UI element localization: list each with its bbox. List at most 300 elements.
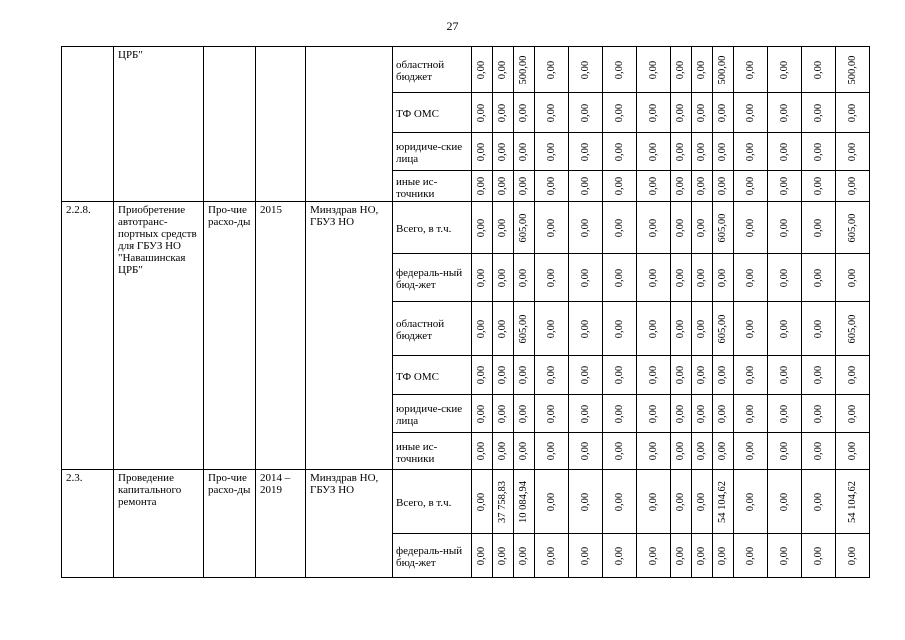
value-text: 0,00 bbox=[675, 60, 686, 79]
value-text: 0,00 bbox=[744, 60, 756, 79]
value-text: 500,00 bbox=[518, 55, 529, 84]
value-text: 0,00 bbox=[778, 441, 790, 461]
value-text: 605,00 bbox=[846, 213, 858, 242]
value-cell bbox=[734, 254, 768, 302]
value-cell bbox=[535, 133, 569, 171]
value-cell bbox=[768, 47, 802, 93]
value-text: 0,00 bbox=[647, 404, 659, 423]
value-text: 0,00 bbox=[613, 218, 625, 237]
value-cell bbox=[802, 47, 836, 93]
value-text: 0,00 bbox=[613, 492, 625, 511]
value-text: 0,00 bbox=[518, 268, 529, 287]
value-cell bbox=[472, 356, 493, 395]
value-text: 0,00 bbox=[778, 404, 790, 423]
value-text: 0,00 bbox=[696, 404, 707, 423]
value-text: 0,00 bbox=[846, 404, 858, 423]
executor-cell: Минздрав НО, ГБУЗ НО bbox=[306, 202, 393, 470]
value-text: 0,00 bbox=[675, 546, 686, 565]
value-cell bbox=[836, 202, 870, 254]
value-text: 54 104,62 bbox=[717, 480, 728, 523]
value-text: 0,00 bbox=[744, 268, 756, 287]
value-cell bbox=[836, 395, 870, 433]
item-name-cell: Проведение капитального ремонта bbox=[114, 470, 204, 578]
value-text: 605,00 bbox=[518, 314, 529, 343]
value-text: 0,00 bbox=[717, 546, 728, 565]
value-text: 0,00 bbox=[696, 546, 707, 565]
value-text: 0,00 bbox=[696, 492, 707, 511]
value-text: 0,00 bbox=[545, 404, 557, 423]
value-cell bbox=[472, 470, 493, 534]
value-cell bbox=[734, 171, 768, 202]
value-cell bbox=[768, 93, 802, 133]
value-cell bbox=[734, 470, 768, 534]
value-text: 0,00 bbox=[812, 60, 824, 79]
value-cell bbox=[734, 202, 768, 254]
value-cell bbox=[836, 133, 870, 171]
value-text: 54 104,62 bbox=[846, 480, 858, 523]
value-text: 0,00 bbox=[579, 103, 591, 122]
period-cell bbox=[256, 47, 306, 202]
value-cell bbox=[569, 302, 603, 356]
value-cell bbox=[802, 470, 836, 534]
value-text: 0,00 bbox=[579, 142, 591, 161]
table-row bbox=[62, 47, 870, 93]
value-cell bbox=[768, 171, 802, 202]
funding-source-cell: юридиче-ские лица bbox=[393, 395, 472, 433]
value-cell bbox=[734, 395, 768, 433]
value-cell bbox=[768, 356, 802, 395]
value-cell bbox=[671, 395, 692, 433]
value-text: 0,00 bbox=[812, 268, 824, 287]
value-text: 0,00 bbox=[812, 546, 824, 565]
value-cell bbox=[734, 356, 768, 395]
value-cell bbox=[671, 470, 692, 534]
value-cell bbox=[713, 93, 734, 133]
value-cell bbox=[569, 171, 603, 202]
value-text: 0,00 bbox=[675, 404, 686, 423]
value-text: 0,00 bbox=[846, 176, 858, 196]
value-text: 0,00 bbox=[476, 319, 487, 338]
value-cell bbox=[692, 356, 713, 395]
value-text: 0,00 bbox=[778, 218, 790, 237]
period-cell: 2015 bbox=[256, 202, 306, 470]
value-cell bbox=[836, 433, 870, 470]
funding-source-cell: юридиче-ские лица bbox=[393, 133, 472, 171]
expense-type-cell: Про-чие расхо-ды bbox=[204, 470, 256, 578]
value-cell bbox=[603, 133, 637, 171]
value-cell bbox=[493, 302, 514, 356]
value-cell bbox=[535, 356, 569, 395]
value-text: 0,00 bbox=[579, 404, 591, 423]
value-cell bbox=[603, 395, 637, 433]
value-cell bbox=[493, 202, 514, 254]
value-text: 0,00 bbox=[613, 365, 625, 385]
value-text: 0,00 bbox=[812, 492, 824, 511]
value-text: 0,00 bbox=[812, 176, 824, 196]
value-text: 0,00 bbox=[476, 218, 487, 237]
value-text: 0,00 bbox=[846, 365, 858, 385]
item-number-cell: 2.3. bbox=[62, 470, 114, 578]
value-text: 0,00 bbox=[696, 365, 707, 385]
value-text: 605,00 bbox=[518, 213, 529, 242]
value-cell bbox=[514, 171, 535, 202]
value-text: 0,00 bbox=[744, 218, 756, 237]
value-cell bbox=[768, 534, 802, 578]
value-text: 0,00 bbox=[675, 176, 686, 196]
funding-source-cell: федераль-ный бюд-жет bbox=[393, 254, 472, 302]
value-text: 0,00 bbox=[518, 142, 529, 161]
value-cell bbox=[637, 47, 671, 93]
value-cell bbox=[768, 254, 802, 302]
value-cell bbox=[637, 171, 671, 202]
value-cell bbox=[514, 47, 535, 93]
table-body bbox=[62, 47, 870, 578]
value-cell bbox=[514, 254, 535, 302]
value-text: 0,00 bbox=[744, 441, 756, 461]
value-cell bbox=[637, 93, 671, 133]
value-text: 0,00 bbox=[613, 176, 625, 196]
value-cell bbox=[603, 356, 637, 395]
value-cell bbox=[535, 433, 569, 470]
value-text: 0,00 bbox=[696, 176, 707, 196]
value-text: 0,00 bbox=[476, 546, 487, 565]
value-text: 0,00 bbox=[846, 142, 858, 161]
value-cell bbox=[836, 47, 870, 93]
value-text: 0,00 bbox=[812, 319, 824, 338]
value-cell bbox=[692, 171, 713, 202]
value-cell bbox=[472, 433, 493, 470]
value-text: 0,00 bbox=[696, 103, 707, 122]
value-cell bbox=[836, 470, 870, 534]
value-text: 0,00 bbox=[579, 60, 591, 79]
table-row bbox=[62, 470, 870, 534]
value-text: 0,00 bbox=[846, 546, 858, 565]
value-cell bbox=[472, 202, 493, 254]
funding-source-cell: иные ис-точники bbox=[393, 433, 472, 470]
value-cell bbox=[692, 133, 713, 171]
value-cell bbox=[768, 202, 802, 254]
value-text: 0,00 bbox=[579, 492, 591, 511]
value-text: 0,00 bbox=[778, 176, 790, 196]
value-text: 0,00 bbox=[696, 218, 707, 237]
value-text: 500,00 bbox=[846, 55, 858, 84]
value-text: 0,00 bbox=[545, 492, 557, 511]
value-text: 0,00 bbox=[744, 365, 756, 385]
value-text: 0,00 bbox=[778, 546, 790, 565]
value-text: 0,00 bbox=[675, 142, 686, 161]
value-cell bbox=[734, 133, 768, 171]
value-cell bbox=[713, 433, 734, 470]
value-cell bbox=[692, 433, 713, 470]
value-cell bbox=[692, 202, 713, 254]
value-cell bbox=[535, 47, 569, 93]
value-cell bbox=[713, 254, 734, 302]
value-cell bbox=[514, 202, 535, 254]
value-cell bbox=[802, 433, 836, 470]
value-text: 0,00 bbox=[812, 142, 824, 161]
value-text: 0,00 bbox=[518, 365, 529, 385]
value-text: 0,00 bbox=[518, 404, 529, 423]
value-cell bbox=[671, 356, 692, 395]
value-text: 0,00 bbox=[696, 268, 707, 287]
value-text: 0,00 bbox=[647, 176, 659, 196]
value-cell bbox=[734, 47, 768, 93]
value-text: 0,00 bbox=[675, 492, 686, 511]
value-text: 0,00 bbox=[545, 103, 557, 122]
value-cell bbox=[493, 395, 514, 433]
value-text: 0,00 bbox=[613, 268, 625, 287]
value-text: 0,00 bbox=[675, 319, 686, 338]
expense-type-cell bbox=[204, 47, 256, 202]
funding-source-cell: иные ис-точники bbox=[393, 171, 472, 202]
value-cell bbox=[713, 395, 734, 433]
budget-table bbox=[61, 46, 870, 578]
value-cell bbox=[836, 534, 870, 578]
value-cell bbox=[514, 470, 535, 534]
value-cell bbox=[569, 254, 603, 302]
funding-source-cell: Всего, в т.ч. bbox=[393, 470, 472, 534]
value-cell bbox=[713, 470, 734, 534]
value-text: 0,00 bbox=[696, 319, 707, 338]
value-cell bbox=[713, 202, 734, 254]
value-text: 0,00 bbox=[497, 546, 508, 565]
value-cell bbox=[637, 433, 671, 470]
value-text: 0,00 bbox=[744, 142, 756, 161]
value-text: 0,00 bbox=[675, 218, 686, 237]
value-cell bbox=[535, 470, 569, 534]
value-text: 0,00 bbox=[545, 218, 557, 237]
value-text: 0,00 bbox=[647, 492, 659, 511]
value-cell bbox=[493, 171, 514, 202]
value-cell bbox=[535, 302, 569, 356]
value-cell bbox=[768, 302, 802, 356]
value-text: 0,00 bbox=[613, 546, 625, 565]
value-text: 0,00 bbox=[579, 546, 591, 565]
value-text: 0,00 bbox=[545, 268, 557, 287]
value-text: 0,00 bbox=[476, 268, 487, 287]
value-cell bbox=[637, 356, 671, 395]
value-text: 0,00 bbox=[647, 103, 659, 122]
value-text: 0,00 bbox=[476, 103, 487, 122]
value-cell bbox=[514, 433, 535, 470]
value-cell bbox=[603, 254, 637, 302]
value-cell bbox=[671, 302, 692, 356]
value-cell bbox=[713, 133, 734, 171]
value-cell bbox=[569, 202, 603, 254]
value-text: 0,00 bbox=[717, 404, 728, 423]
value-cell bbox=[802, 302, 836, 356]
value-cell bbox=[713, 356, 734, 395]
value-cell bbox=[514, 133, 535, 171]
item-number-cell: 2.2.8. bbox=[62, 202, 114, 470]
value-text: 0,00 bbox=[647, 268, 659, 287]
value-text: 0,00 bbox=[717, 441, 728, 461]
value-text: 0,00 bbox=[846, 268, 858, 287]
value-cell bbox=[569, 93, 603, 133]
value-cell bbox=[768, 433, 802, 470]
value-text: 0,00 bbox=[744, 319, 756, 338]
value-cell bbox=[768, 133, 802, 171]
value-cell bbox=[637, 534, 671, 578]
value-cell bbox=[692, 47, 713, 93]
value-cell bbox=[472, 534, 493, 578]
value-cell bbox=[836, 356, 870, 395]
value-text: 0,00 bbox=[778, 492, 790, 511]
item-name-cell: Приобретение автотранс-портных средств для ГБУЗ НО "Навашинская ЦРБ" bbox=[114, 202, 204, 470]
value-text: 0,00 bbox=[744, 546, 756, 565]
value-cell bbox=[802, 171, 836, 202]
value-cell bbox=[569, 470, 603, 534]
expense-type-cell: Про-чие расхо-ды bbox=[204, 202, 256, 470]
value-cell bbox=[692, 302, 713, 356]
value-text: 0,00 bbox=[545, 546, 557, 565]
value-text: 0,00 bbox=[579, 176, 591, 196]
value-text: 0,00 bbox=[778, 60, 790, 79]
page-number: 27 bbox=[446, 19, 459, 33]
value-text: 0,00 bbox=[497, 404, 508, 423]
value-text: 0,00 bbox=[476, 365, 487, 385]
value-cell bbox=[692, 395, 713, 433]
value-cell bbox=[472, 47, 493, 93]
value-text: 0,00 bbox=[518, 103, 529, 122]
value-text: 0,00 bbox=[613, 441, 625, 461]
value-cell bbox=[692, 534, 713, 578]
value-cell bbox=[802, 395, 836, 433]
value-cell bbox=[603, 171, 637, 202]
value-cell bbox=[637, 133, 671, 171]
value-cell bbox=[569, 433, 603, 470]
value-text: 0,00 bbox=[717, 268, 728, 287]
value-text: 0,00 bbox=[717, 365, 728, 385]
value-cell bbox=[713, 302, 734, 356]
value-cell bbox=[637, 395, 671, 433]
value-cell bbox=[836, 93, 870, 133]
value-cell bbox=[802, 93, 836, 133]
value-text: 0,00 bbox=[497, 319, 508, 338]
value-cell bbox=[535, 93, 569, 133]
value-cell bbox=[836, 171, 870, 202]
value-cell bbox=[569, 133, 603, 171]
value-text: 0,00 bbox=[545, 176, 557, 196]
value-text: 0,00 bbox=[497, 441, 508, 461]
value-text: 0,00 bbox=[613, 103, 625, 122]
value-text: 500,00 bbox=[717, 55, 728, 84]
value-cell bbox=[514, 93, 535, 133]
value-cell bbox=[514, 395, 535, 433]
value-cell bbox=[836, 254, 870, 302]
value-text: 0,00 bbox=[812, 103, 824, 122]
value-cell bbox=[671, 171, 692, 202]
value-cell bbox=[671, 47, 692, 93]
value-text: 0,00 bbox=[696, 142, 707, 161]
value-text: 0,00 bbox=[675, 268, 686, 287]
value-text: 0,00 bbox=[812, 404, 824, 423]
value-cell bbox=[569, 356, 603, 395]
value-text: 0,00 bbox=[675, 441, 686, 461]
value-text: 0,00 bbox=[647, 441, 659, 461]
value-cell bbox=[802, 202, 836, 254]
value-cell bbox=[603, 202, 637, 254]
value-text: 0,00 bbox=[717, 176, 728, 196]
value-text: 0,00 bbox=[545, 365, 557, 385]
value-cell bbox=[671, 93, 692, 133]
value-cell bbox=[493, 254, 514, 302]
value-cell bbox=[713, 47, 734, 93]
value-text: 0,00 bbox=[545, 60, 557, 79]
value-text: 0,00 bbox=[647, 546, 659, 565]
value-cell bbox=[472, 302, 493, 356]
value-cell bbox=[603, 93, 637, 133]
value-cell bbox=[671, 534, 692, 578]
value-text: 0,00 bbox=[579, 218, 591, 237]
value-cell bbox=[493, 356, 514, 395]
value-text: 0,00 bbox=[744, 176, 756, 196]
value-text: 0,00 bbox=[812, 441, 824, 461]
value-text: 0,00 bbox=[696, 60, 707, 79]
value-cell bbox=[603, 302, 637, 356]
value-cell bbox=[637, 254, 671, 302]
executor-cell bbox=[306, 47, 393, 202]
value-text: 0,00 bbox=[497, 218, 508, 237]
value-cell bbox=[671, 202, 692, 254]
value-cell bbox=[514, 356, 535, 395]
value-cell bbox=[734, 534, 768, 578]
funding-source-cell: областной бюджет bbox=[393, 302, 472, 356]
value-text: 0,00 bbox=[744, 492, 756, 511]
value-cell bbox=[637, 470, 671, 534]
value-text: 0,00 bbox=[497, 60, 508, 79]
value-cell bbox=[671, 133, 692, 171]
value-text: 0,00 bbox=[778, 103, 790, 122]
value-text: 0,00 bbox=[846, 441, 858, 461]
value-cell bbox=[802, 356, 836, 395]
value-cell bbox=[768, 395, 802, 433]
value-text: 0,00 bbox=[579, 319, 591, 338]
value-cell bbox=[671, 254, 692, 302]
funding-source-cell: ТФ ОМС bbox=[393, 356, 472, 395]
value-cell bbox=[569, 47, 603, 93]
value-cell bbox=[569, 534, 603, 578]
value-text: 0,00 bbox=[476, 492, 487, 511]
value-text: 0,00 bbox=[497, 142, 508, 161]
value-cell bbox=[802, 133, 836, 171]
value-text: 0,00 bbox=[476, 404, 487, 423]
value-cell bbox=[472, 133, 493, 171]
value-cell bbox=[535, 254, 569, 302]
value-text: 0,00 bbox=[778, 268, 790, 287]
value-text: 0,00 bbox=[518, 176, 529, 196]
value-cell bbox=[472, 171, 493, 202]
value-text: 0,00 bbox=[579, 441, 591, 461]
value-text: 0,00 bbox=[613, 404, 625, 423]
value-text: 0,00 bbox=[579, 365, 591, 385]
value-text: 0,00 bbox=[476, 60, 487, 79]
value-text: 0,00 bbox=[647, 60, 659, 79]
value-text: 0,00 bbox=[696, 441, 707, 461]
value-cell bbox=[692, 254, 713, 302]
value-text: 0,00 bbox=[717, 103, 728, 122]
item-name-cell: ЦРБ" bbox=[114, 47, 204, 202]
value-text: 605,00 bbox=[846, 314, 858, 343]
value-text: 0,00 bbox=[778, 142, 790, 161]
value-cell bbox=[493, 433, 514, 470]
value-cell bbox=[603, 534, 637, 578]
value-cell bbox=[603, 470, 637, 534]
value-text: 0,00 bbox=[613, 319, 625, 338]
funding-source-cell: Всего, в т.ч. bbox=[393, 202, 472, 254]
value-text: 0,00 bbox=[497, 103, 508, 122]
value-text: 0,00 bbox=[778, 319, 790, 338]
